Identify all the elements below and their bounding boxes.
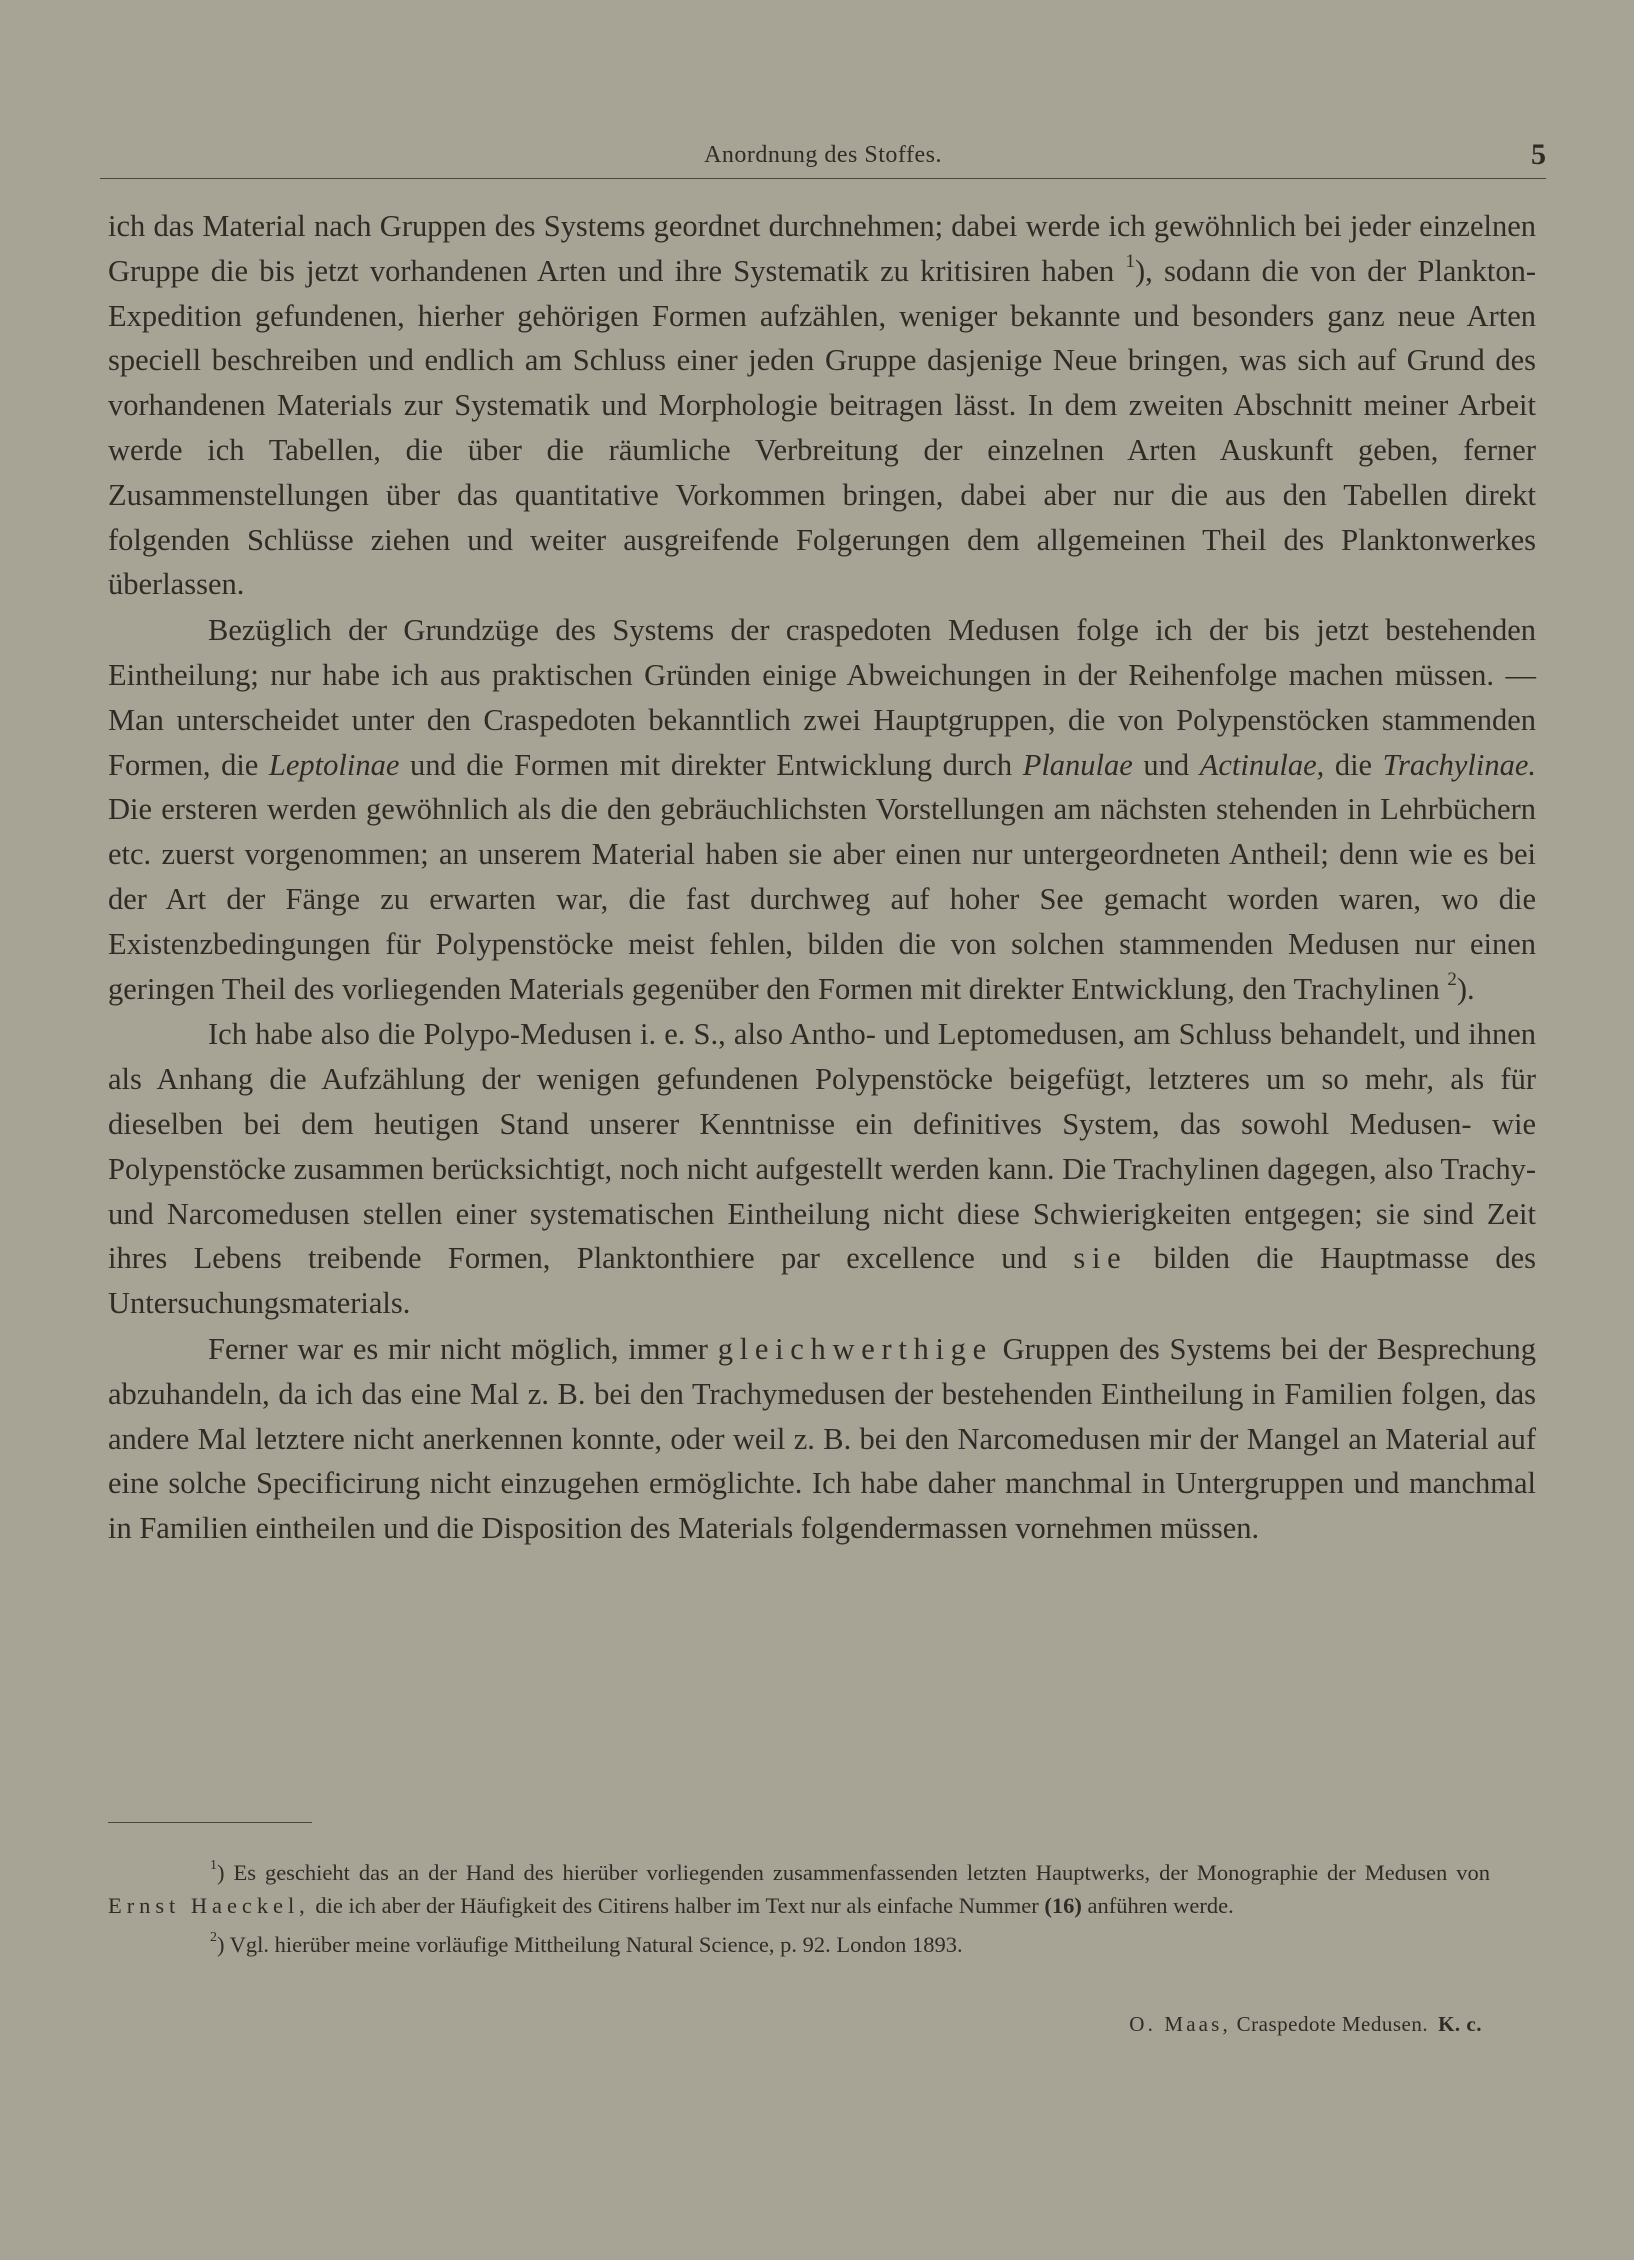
text-run: bilden die Hauptmasse des Untersuchungsmaterials. — [108, 1241, 1537, 1321]
footnote-number: 1 — [210, 1858, 217, 1874]
text-run: anführen werde. — [1087, 1893, 1234, 1918]
footnotes — [108, 1856, 1490, 1961]
spaced-emphasis: gleichwerthige — [717, 1331, 993, 1366]
footnote-ref: 1 — [1125, 250, 1135, 272]
text-run: Gruppen des Systems bei der Besprechung abzuhandeln, da ich das eine Mal z. B. bei den Trachymedusen der bestehenden Eintheilung in Familien folgen, das andere Mal letztere nicht anerkennen konnte, oder weil z. B. bei den Narcomedusen mir der Mangel an Material auf eine solche Specificirung nicht einzugehen ermöglichte. Ich habe daher manchmal in Untergruppen und manchmal in Familien eintheilen und die Disposition des Materials folgendermassen vornehmen müssen. — [108, 1331, 1536, 1546]
footnote-mark — [108, 1932, 217, 1957]
footnote-ref: 2 — [1447, 968, 1457, 990]
signature-author: O. Maas, — [1129, 2012, 1231, 2036]
italic-term: Actinulae, — [1199, 747, 1325, 782]
text-run: die ich aber der Häufigkeit des Citirens halber im Text nur als einfache Nummer — [315, 1893, 1039, 1918]
paragraph-2 — [108, 608, 1536, 1011]
text-run: ) Es geschieht das an der Hand des hierüber vorliegenden zusammenfassenden letzten Hauptwerks, der Monographie der Medusen von — [216, 1860, 1490, 1885]
footnote-mark — [108, 1860, 217, 1885]
page-number: 5 — [1531, 138, 1546, 171]
italic-term: Leptolinae — [268, 747, 400, 782]
text-run: Bezüglich der Grundzüge des Systems der craspedoten Medusen folge ich der bis jetzt bestehenden Eintheilung; nur habe ich aus praktischen Gründen einige Abweichungen in der Reihenfolge machen müssen. — Man unterscheidet unter den Craspedoten bekanntlich zwei Hauptgruppen, die von Polypenstöcken stammenden Formen, die — [108, 613, 1536, 782]
footnote-number: 2 — [210, 1930, 217, 1946]
text-run: die — [1334, 747, 1373, 782]
text-run: ), sodann die von der Plankton-Expedition gefundenen, hierher gehörigen Formen aufzählen, weniger bekannte und besonders ganz neue Arten speciell beschreiben und endlich am Schluss einer jeden Gruppe dasjenige Neue bringen, was sich auf Grund des vorhandenen Materials zur Systematik und Morphologie beitragen lässt. In dem zweiten Abschnitt meiner Arbeit werde ich Tabellen, die über die räumliche Verbreitung der einzelnen Arten Auskunft geben, ferner Zusammenstellungen über das quantitative Vorkommen bringen, dabei aber nur die aus den Tabellen direkt folgenden Schlüsse ziehen und weiter ausgreifende Folgerungen dem allgemeinen Theil des Planktonwerkes überlassen. — [108, 253, 1536, 602]
signature-line — [1129, 2012, 1482, 2037]
spaced-emphasis: sie — [1073, 1241, 1128, 1276]
text-run: ) Vgl. hierüber meine vorläufige Mittheilung Natural Science, p. 92. London 1893. — [216, 1932, 963, 1957]
footnote-divider — [108, 1822, 312, 1823]
paragraph-1 — [108, 204, 1536, 607]
bold-number: (16) — [1044, 1893, 1082, 1918]
italic-term: Planulae — [1022, 747, 1133, 782]
page-header — [100, 138, 1546, 179]
signature-mark: K. c. — [1438, 2012, 1482, 2036]
footnote-1 — [108, 1856, 1490, 1922]
running-head: Anordnung des Stoffes. — [704, 142, 942, 168]
text-run: Ferner war es mir nicht möglich, immer — [208, 1331, 708, 1366]
paragraph-4 — [108, 1327, 1536, 1551]
spaced-emphasis: Ernst Haeckel, — [108, 1893, 310, 1918]
text-run: Ich habe also die Polypo-Medusen i. e. S., also Antho- und Leptomedusen, am Schluss behandelt, und ihnen als Anhang die Aufzählung der wenigen gefundenen Polypenstöcke beigefügt, letzteres um so mehr, als für dieselben bei dem heutigen Stand unserer Kenntnisse ein definitives System, das sowohl Medusen- wie Polypenstöcke zusammen berücksichtigt, noch nicht aufgestellt werden kann. Die Trachylinen dagegen, also Trachy- und Narcomedusen stellen einer systematischen Eintheilung nicht diese Schwierigkeiten entgegen; sie sind Zeit ihres Lebens treibende Formen, Planktonthiere par excellence und — [108, 1017, 1536, 1276]
body-text — [108, 204, 1536, 1551]
text-run: und die Formen mit direkter Entwicklung durch — [409, 747, 1013, 782]
signature-title: Craspedote Medusen. — [1236, 2012, 1429, 2036]
text-run: ich das Material nach Gruppen des Systems geordnet durchnehmen; dabei werde ich gewöhnlich bei jeder einzelnen Gruppe die bis jetzt vorhandenen Arten und ihre Systematik zu kritisiren haben — [108, 209, 1536, 288]
italic-term: Trachylinae. — [1382, 747, 1537, 782]
paragraph-3 — [108, 1012, 1536, 1326]
footnote-2 — [108, 1928, 1490, 1961]
text-run: Die ersteren werden gewöhnlich als die den gebräuchlichsten Vorstellungen am nächsten stehenden in Lehrbüchern etc. zuerst vorgenommen; an unserem Material haben sie aber einen nur untergeordneten Antheil; denn wie es bei der Art der Fänge zu erwarten war, die fast durchweg auf hoher See gemacht worden waren, wo die Existenzbedingungen für Polypenstöcke meist fehlen, bilden die von solchen stammenden Medusen nur einen geringen Theil des vorliegenden Materials gegenüber den Formen mit direkter Entwicklung, den Trachylinen — [108, 792, 1536, 1006]
text-run: und — [1143, 747, 1190, 782]
text-run: ). — [1456, 971, 1475, 1006]
